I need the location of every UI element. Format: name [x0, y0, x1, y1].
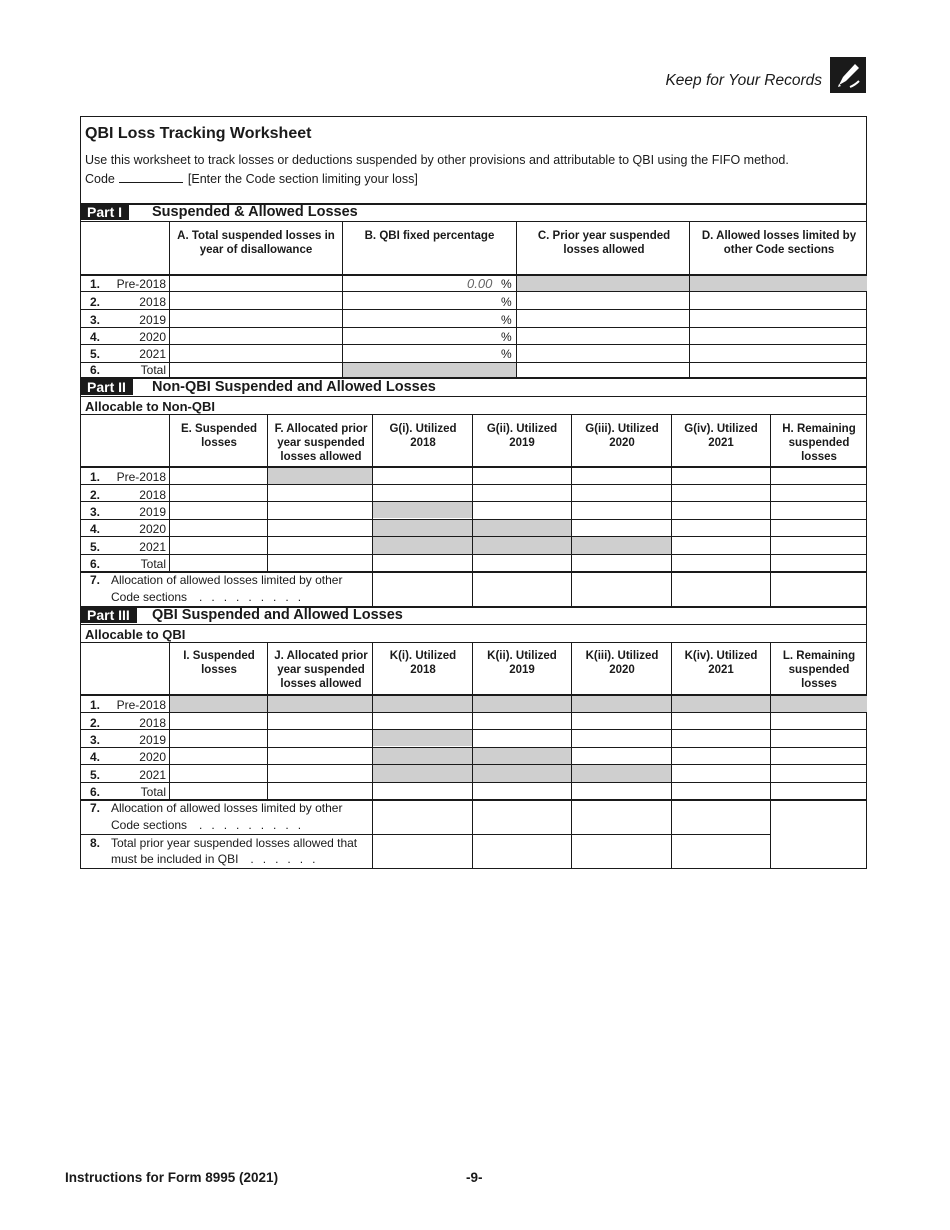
p2-row-num: 3.: [90, 505, 101, 519]
p1-row-label: 2018: [139, 295, 166, 309]
p3-row-num: 5.: [90, 768, 101, 782]
p3-line7-text: Allocation of allowed losses limited by other: [111, 801, 343, 815]
footer-page-number: -9-: [466, 1170, 483, 1185]
p2-line7-text-b: Code sections: [111, 590, 188, 604]
col-g2-header: G(ii). Utilized 2019: [486, 423, 558, 449]
col-k3-header: K(iii). Utilized 2020: [585, 650, 659, 676]
col-j-header: J. Allocated prior year suspended losses allowed: [274, 650, 368, 690]
p2-row-label: 2020: [139, 522, 166, 536]
p2-line7-text: [111, 589, 310, 606]
p2-row-num: 2.: [90, 488, 101, 502]
part3-subtitle: Allocable to QBI: [85, 627, 186, 642]
part1-title: Suspended & Allowed Losses: [152, 204, 358, 220]
col-g3-header: G(iii). Utilized 2020: [585, 423, 659, 449]
p1-row-num: 4.: [90, 330, 101, 344]
col-k4-header: K(iv). Utilized 2021: [684, 650, 758, 676]
p3-line8-text: [111, 851, 324, 868]
p2-row-label: Total: [140, 557, 166, 571]
col-d-header: D. Allowed losses limited by other Code sections: [701, 230, 857, 256]
p1-row-label: Pre-2018: [116, 277, 166, 291]
code-label: Code: [85, 172, 115, 186]
code-hint: [Enter the Code section limiting your loss]: [187, 172, 418, 186]
p2-row-num: 5.: [90, 540, 101, 554]
p3-row-num: 3.: [90, 733, 101, 747]
keep-for-records-text: Keep for Your Records: [665, 72, 822, 89]
part1-tag: Part I: [80, 204, 129, 220]
p1-row-num: 5.: [90, 347, 101, 361]
leader-dots: ......: [250, 852, 325, 866]
p3-line7-num: 7.: [90, 801, 101, 815]
col-g1-header: G(i). Utilized 2018: [389, 423, 457, 449]
p3-row-num: 1.: [90, 698, 101, 712]
p1-row-num: 3.: [90, 313, 101, 327]
part2-subtitle: Allocable to Non-QBI: [85, 399, 215, 414]
col-k1-header: K(i). Utilized 2018: [389, 650, 457, 676]
pen-icon: [830, 57, 866, 93]
p1-row-num: 1.: [90, 277, 101, 291]
col-c-header: C. Prior year suspended losses allowed: [537, 230, 671, 256]
leader-dots: .........: [199, 590, 311, 604]
p1-row-label: 2020: [139, 330, 166, 344]
p2-row-num: 4.: [90, 522, 101, 536]
part2-title: Non-QBI Suspended and Allowed Losses: [152, 379, 436, 395]
leader-dots: .........: [199, 818, 311, 832]
p3-line8-text-b: must be included in QBI: [111, 852, 239, 866]
worksheet-title: QBI Loss Tracking Worksheet: [85, 125, 312, 142]
p3-line8-num: 8.: [90, 836, 101, 850]
p2-row-label: 2021: [139, 540, 166, 554]
p3-line7-text: [111, 817, 310, 834]
pre2018-pct-value[interactable]: 0.00: [467, 276, 493, 291]
part3-tag: Part III: [80, 607, 137, 623]
p2-row-num: 1.: [90, 470, 101, 484]
p1-row-label: 2019: [139, 313, 166, 327]
p3-row-label: 2020: [139, 750, 166, 764]
p2-row-label: 2018: [139, 488, 166, 502]
code-input[interactable]: [119, 172, 183, 183]
col-k2-header: K(ii). Utilized 2019: [487, 650, 557, 676]
p2-line7-text: Allocation of allowed losses limited by other: [111, 573, 343, 587]
col-l-header: L. Remaining suspended losses: [782, 650, 856, 690]
worksheet-intro: Use this worksheet to track losses or deductions suspended by other provisions and attributable to QBI using the FIFO method.: [85, 153, 789, 167]
pct-sign: %: [501, 277, 512, 291]
code-line: [85, 172, 418, 186]
p2-row-label: 2019: [139, 505, 166, 519]
p1-row-num: 2.: [90, 295, 101, 309]
p3-row-label: Pre-2018: [116, 698, 166, 712]
pct-sign: %: [501, 347, 512, 361]
pct-sign: %: [501, 295, 512, 309]
pct-sign: %: [501, 330, 512, 344]
p3-line7-text-b: Code sections: [111, 818, 188, 832]
part2-tag: Part II: [80, 379, 133, 395]
p3-row-label: 2019: [139, 733, 166, 747]
p3-row-label: 2021: [139, 768, 166, 782]
p2-row-label: Pre-2018: [116, 470, 166, 484]
col-b-header: B. QBI fixed percentage: [364, 230, 495, 242]
col-i-header: I. Suspended losses: [183, 650, 255, 676]
p3-row-num: 6.: [90, 785, 101, 799]
pct-sign: %: [501, 313, 512, 327]
col-f-header: F. Allocated prior year suspended losses allowed: [274, 423, 368, 463]
col-e-header: E. Suspended losses: [180, 423, 258, 449]
col-h-header: H. Remaining suspended losses: [782, 423, 856, 463]
col-g4-header: G(iv). Utilized 2021: [684, 423, 758, 449]
p1-row-label: 2021: [139, 347, 166, 361]
part3-title: QBI Suspended and Allowed Losses: [152, 607, 403, 623]
p1-row-label: Total: [140, 363, 166, 377]
footer-form-title: Instructions for Form 8995 (2021): [65, 1170, 279, 1185]
col-a-header: A. Total suspended losses in year of disallowance: [177, 230, 335, 256]
p1-row-num: 6.: [90, 363, 101, 377]
p3-row-num: 2.: [90, 716, 101, 730]
p3-line8-text: Total prior year suspended losses allowed that: [111, 836, 358, 850]
p2-line7-num: 7.: [90, 573, 101, 587]
p3-row-label: 2018: [139, 716, 166, 730]
p3-row-num: 4.: [90, 750, 101, 764]
p2-row-num: 6.: [90, 557, 101, 571]
p3-row-label: Total: [140, 785, 166, 799]
